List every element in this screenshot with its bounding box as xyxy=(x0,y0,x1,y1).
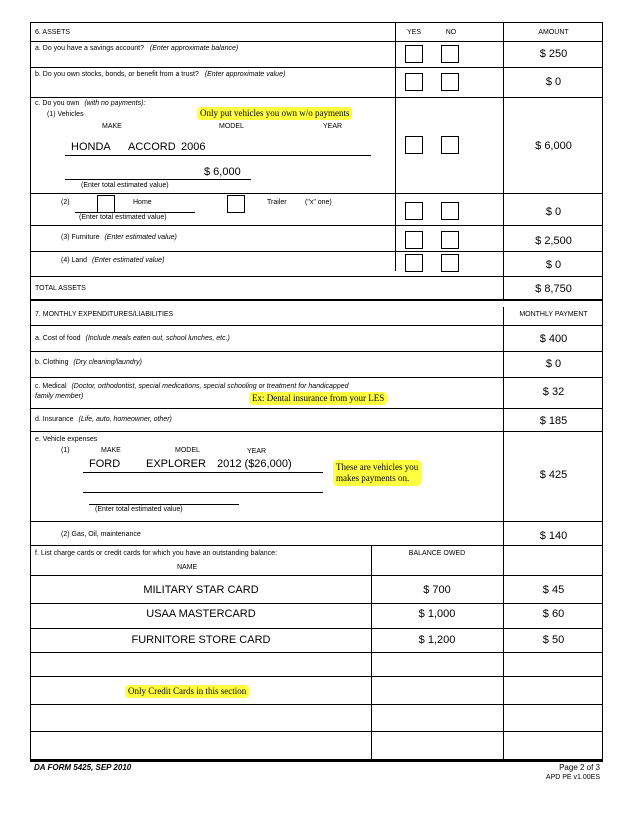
vehicle-expense-model-header: MODEL xyxy=(175,447,200,454)
stocks-no-checkbox[interactable] xyxy=(441,73,459,91)
land-no-checkbox[interactable] xyxy=(441,254,459,272)
home-value-hint: (Enter total estimated value) xyxy=(79,214,167,221)
trailer-label: Trailer xyxy=(267,199,287,206)
assets-section-title: 6. ASSETS xyxy=(35,29,71,36)
vehicle-expense-year-header: YEAR xyxy=(247,448,267,455)
owned-vehicle-year[interactable]: 2006 xyxy=(181,141,206,153)
savings-question: a. Do you have a savings account? (Enter approximate balance) xyxy=(35,45,239,52)
gas-oil-amount[interactable]: $ 140 xyxy=(539,530,568,542)
financed-vehicles-note: These are vehicles you makes payments on. xyxy=(333,460,421,486)
vehicles-yes-checkbox[interactable] xyxy=(405,136,423,154)
vehicles-no-checkbox[interactable] xyxy=(441,136,459,154)
financed-vehicle-make[interactable]: FORD xyxy=(89,458,121,470)
home-yes-checkbox[interactable] xyxy=(405,202,423,220)
stocks-yes-checkbox[interactable] xyxy=(405,73,423,91)
insurance-label: d. Insurance (Life, auto, homeowner, other) xyxy=(35,416,172,423)
vehicle-value-hint: (Enter total estimated value) xyxy=(81,182,169,189)
savings-yes-checkbox[interactable] xyxy=(405,45,423,63)
amount-column-header: AMOUNT xyxy=(538,29,569,36)
own-question: c. Do you own (with no payments): xyxy=(35,100,146,107)
furniture-label: (3) Furniture (Enter estimated value) xyxy=(61,234,177,241)
owned-vehicle-model[interactable]: ACCORD xyxy=(128,141,176,153)
medical-note: Ex: Dental insurance from your LES xyxy=(249,392,387,405)
vehicle-year-header: YEAR xyxy=(323,123,343,130)
credit-cards-label: f. List charge cards or credit cards for which you have an outstanding balance: xyxy=(35,550,278,557)
vehicle-expense-make-header: MAKE xyxy=(101,447,121,454)
card-3-balance[interactable]: $ 1,200 xyxy=(418,634,456,646)
balance-owed-header: BALANCE OWED xyxy=(408,550,466,557)
financed-vehicle-value-hint: (Enter total estimated value) xyxy=(95,506,183,513)
stocks-question: b. Do you own stocks, bonds, or benefit from a trust? (Enter approximate value) xyxy=(35,71,286,78)
page-number: Page 2 of 3 xyxy=(559,763,600,772)
vehicle-expense-number: (1) xyxy=(61,447,70,454)
owned-vehicles-note: Only put vehicles you own w/o payments xyxy=(197,107,352,120)
card-3-payment[interactable]: $ 50 xyxy=(542,634,565,646)
medical-hint-continued: family member) xyxy=(35,393,84,400)
owned-vehicle-make[interactable]: HONDA xyxy=(71,141,111,153)
card-2-balance[interactable]: $ 1,000 xyxy=(418,608,456,620)
furniture-no-checkbox[interactable] xyxy=(441,231,459,249)
card-1-payment[interactable]: $ 45 xyxy=(542,584,565,596)
x-one-hint: ("x" one) xyxy=(305,199,332,206)
vehicle-expenses-amount[interactable]: $ 425 xyxy=(539,469,568,481)
card-1-balance[interactable]: $ 700 xyxy=(423,584,451,596)
card-name-header: NAME xyxy=(177,564,198,571)
monthly-payment-header: MONTHLY PAYMENT xyxy=(519,311,588,318)
medical-amount[interactable]: $ 32 xyxy=(542,386,565,398)
home-item-number: (2) xyxy=(61,199,70,206)
land-yes-checkbox[interactable] xyxy=(405,254,423,272)
total-assets-label: TOTAL ASSETS xyxy=(35,285,86,292)
vehicle-make-header: MAKE xyxy=(102,123,122,130)
vehicle-model-header: MODEL xyxy=(219,123,244,130)
clothing-label: b. Clothing (Dry cleaning/laundry) xyxy=(35,359,142,366)
card-1-name[interactable]: MILITARY STAR CARD xyxy=(143,584,259,596)
stocks-amount[interactable]: $ 0 xyxy=(545,76,562,88)
gas-oil-label: (2) Gas, Oil, maintenance xyxy=(61,531,141,538)
vehicles-label: (1) Vehicles xyxy=(47,111,84,118)
trailer-checkbox[interactable] xyxy=(227,195,245,213)
land-amount[interactable]: $ 0 xyxy=(545,259,562,271)
card-3-name[interactable]: FURNITORE STORE CARD xyxy=(131,634,271,646)
home-no-checkbox[interactable] xyxy=(441,202,459,220)
financial-statement-form xyxy=(30,22,603,760)
food-label: a. Cost of food (Include meals eaten out, school lunches, etc.) xyxy=(35,335,230,342)
furniture-amount[interactable]: $ 2,500 xyxy=(535,235,572,247)
expenditures-section-title: 7. MONTHLY EXPENDITURES/LIABILITIES xyxy=(35,311,174,318)
vehicle-expenses-label: e. Vehicle expenses xyxy=(35,436,98,443)
yes-column-header: YES xyxy=(406,29,421,36)
card-2-payment[interactable]: $ 60 xyxy=(542,608,565,620)
credit-cards-note: Only Credit Cards in this section xyxy=(125,685,249,698)
furniture-yes-checkbox[interactable] xyxy=(405,231,423,249)
land-label: (4) Land (Enter estimated value) xyxy=(61,257,165,264)
card-4-balance[interactable] xyxy=(371,653,503,675)
card-2-name[interactable]: USAA MASTERCARD xyxy=(146,608,256,620)
savings-no-checkbox[interactable] xyxy=(441,45,459,63)
home-amount[interactable]: $ 0 xyxy=(545,206,562,218)
food-amount[interactable]: $ 400 xyxy=(539,333,568,345)
form-version: APD PE v1.00ES xyxy=(545,774,600,781)
insurance-amount[interactable]: $ 185 xyxy=(539,415,568,427)
card-4-payment[interactable] xyxy=(503,653,604,675)
financed-vehicle-year[interactable]: 2012 ($26,000) xyxy=(217,458,292,470)
no-column-header: NO xyxy=(445,29,457,36)
home-checkbox[interactable] xyxy=(97,195,115,213)
financed-vehicle-model[interactable]: EXPLORER xyxy=(146,458,206,470)
clothing-amount[interactable]: $ 0 xyxy=(545,358,562,370)
card-6-name[interactable] xyxy=(31,732,371,758)
total-assets-amount[interactable]: $ 8,750 xyxy=(535,283,572,295)
form-identifier: DA FORM 5425, SEP 2010 xyxy=(34,763,132,772)
card-4-name[interactable] xyxy=(31,653,371,675)
home-label: Home xyxy=(133,199,152,206)
vehicles-amount[interactable]: $ 6,000 xyxy=(535,140,572,152)
medical-label: c. Medical (Doctor, orthodontist, special medications, special schooling or treatment for handicapped xyxy=(35,383,349,390)
owned-vehicle-value[interactable]: $ 6,000 xyxy=(204,166,241,178)
card-5-name[interactable] xyxy=(31,705,371,727)
savings-amount[interactable]: $ 250 xyxy=(539,48,568,60)
